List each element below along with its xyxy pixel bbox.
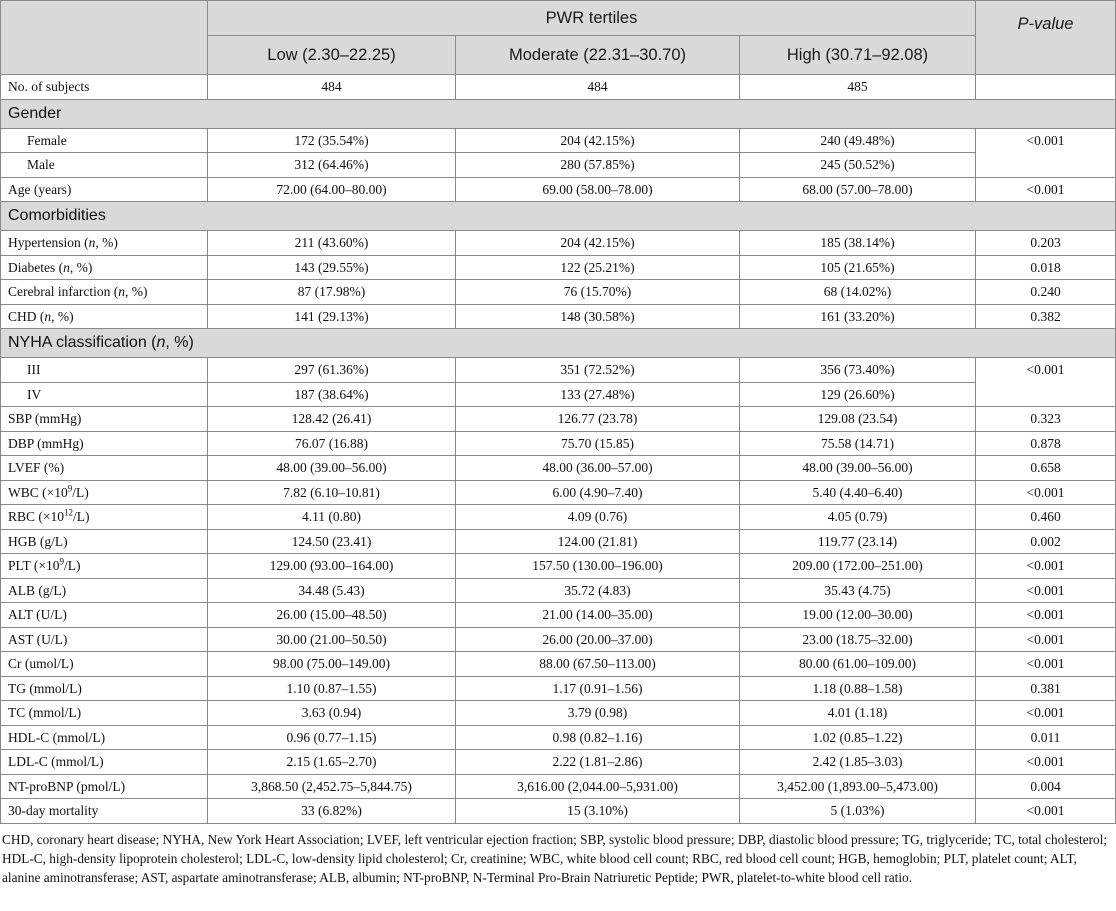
cell-high: 5 (1.03%): [740, 799, 976, 824]
row-label-unit: /L): [72, 484, 89, 500]
table-row: [1, 627, 1116, 652]
cell-high: 3,452.00 (1,893.00–5,473.00): [740, 774, 976, 799]
row-label-exponent: 12: [64, 507, 73, 518]
table-row: [1, 676, 1116, 701]
row-label-text: DBP (mmHg): [8, 435, 84, 451]
cell-high: 68.00 (57.00–78.00): [740, 177, 976, 202]
cell-high: 68 (14.02%): [740, 280, 976, 305]
row-label: [1, 255, 208, 280]
row-label-text: ALB (g/L): [8, 582, 67, 598]
row-label-text: NT-proBNP (pmol/L): [8, 778, 126, 794]
row-label-text: Diabetes: [8, 259, 56, 275]
row-label: [1, 431, 208, 456]
table-row: [1, 529, 1116, 554]
cell-high: 75.58 (14.71): [740, 431, 976, 456]
cell-pvalue: <0.001: [976, 627, 1116, 652]
cell-high: 185 (38.14%): [740, 231, 976, 256]
cell-moderate: 1.17 (0.91–1.56): [456, 676, 740, 701]
header-col-low: Low (2.30–22.25): [208, 36, 456, 75]
row-label: [1, 603, 208, 628]
table-row: [1, 255, 1116, 280]
cell-moderate: 122 (25.21%): [456, 255, 740, 280]
row-label: IV: [1, 382, 208, 407]
row-label-exponent: 9: [59, 556, 65, 567]
cell-low: 143 (29.55%): [208, 255, 456, 280]
cell-moderate: 157.50 (130.00–196.00): [456, 554, 740, 579]
cell-low: 76.07 (16.88): [208, 431, 456, 456]
cell-high: 4.05 (0.79): [740, 505, 976, 530]
cell-pvalue: 0.240: [976, 280, 1116, 305]
cell-low: 2.15 (1.65–2.70): [208, 750, 456, 775]
row-label-text: TG (mmol/L): [8, 680, 82, 696]
row-label: [1, 529, 208, 554]
cell-high: 240 (49.48%): [740, 128, 976, 153]
cell-high: 2.42 (1.85–3.03): [740, 750, 976, 775]
cell-moderate: 133 (27.48%): [456, 382, 740, 407]
cell-pvalue: 0.381: [976, 676, 1116, 701]
cell-pvalue: 0.004: [976, 774, 1116, 799]
row-label: [1, 578, 208, 603]
cell-high: 5.40 (4.40–6.40): [740, 480, 976, 505]
cell-high: 1.18 (0.88–1.58): [740, 676, 976, 701]
row-label: [1, 652, 208, 677]
row-label: [1, 725, 208, 750]
cell-low: 3,868.50 (2,452.75–5,844.75): [208, 774, 456, 799]
footnote: CHD, coronary heart disease; NYHA, New York Heart Association; LVEF, left ventricular ejection fraction; SBP, systolic blood pressure; DBP, diastolic blood pressure; TG, triglyceride; TC, total cholesterol; HDL-C, high-density lipoprotein cholesterol; LDL-C, low-density lipid cholesterol; Cr, creatinine; WBC, white blood cell count; RBC, red blood cell count; HGB, hemoglobin; PLT, platelet count; ALT, alanine aminotransferase; AST, aspartate aminotransferase; ALB, albumin; NT-proBNP, N-Terminal Pro-Brain Natriuretic Peptide; PWR, platelet-to-white blood cell ratio.: [2, 831, 1108, 885]
cell-moderate: 280 (57.85%): [456, 153, 740, 178]
cell-moderate: 48.00 (36.00–57.00): [456, 456, 740, 481]
row-label-exponent: 9: [67, 483, 73, 493]
row-label-unit: (n, %): [84, 235, 118, 250]
cell-pvalue: <0.001: [976, 128, 1116, 177]
table-row: [1, 231, 1116, 256]
cell-high: 80.00 (61.00–109.00): [740, 652, 976, 677]
row-label-text: Cerebral infarction: [8, 284, 111, 299]
row-label-text: LVEF (%): [8, 460, 65, 475]
section-title-unit: (n, %): [151, 334, 194, 351]
row-label-text: RBC (×10: [8, 509, 64, 524]
cell-low: 48.00 (39.00–56.00): [208, 456, 456, 481]
section-title-text: NYHA classification: [8, 334, 147, 351]
row-label: [1, 231, 208, 256]
cell-high: 209.00 (172.00–251.00): [740, 554, 976, 579]
cell-high: 23.00 (18.75–32.00): [740, 627, 976, 652]
table-row: [1, 578, 1116, 603]
section-row-gender: [1, 99, 1116, 128]
row-label: [1, 480, 208, 505]
cell-pvalue: 0.203: [976, 231, 1116, 256]
cell-pvalue: 0.658: [976, 456, 1116, 481]
cell-moderate: 15 (3.10%): [456, 799, 740, 824]
row-label: [1, 701, 208, 726]
table-row: [1, 358, 1116, 383]
table-row: [1, 652, 1116, 677]
table-row: [1, 725, 1116, 750]
row-label-text: 30-day mortality: [8, 803, 99, 818]
row-label-text: Cr (umol/L): [8, 656, 74, 671]
cell-pvalue: <0.001: [976, 603, 1116, 628]
table-row: [1, 407, 1116, 432]
cell-pvalue: <0.001: [976, 578, 1116, 603]
cell-moderate: 126.77 (23.78): [456, 407, 740, 432]
section-title: [1, 329, 1116, 358]
lab-rows: [1, 407, 1116, 824]
cell-low: 141 (29.13%): [208, 304, 456, 329]
table-row: [1, 480, 1116, 505]
row-label-unit: /L): [73, 509, 90, 524]
cell-moderate: 21.00 (14.00–35.00): [456, 603, 740, 628]
cell-moderate: 69.00 (58.00–78.00): [456, 177, 740, 202]
row-label-unit: (n, %): [39, 308, 74, 324]
row-label-unit: /L): [64, 558, 81, 573]
table-row: [1, 456, 1116, 481]
row-label-text: CHD: [8, 308, 37, 324]
cell-moderate: 0.98 (0.82–1.16): [456, 725, 740, 750]
cell-pvalue: <0.001: [976, 358, 1116, 407]
cell-pvalue: <0.001: [976, 750, 1116, 775]
cell-moderate: 4.09 (0.76): [456, 505, 740, 530]
header-blank-cell: [1, 1, 208, 75]
row-label: [1, 280, 208, 305]
table-row: [1, 304, 1116, 329]
row-label: [1, 407, 208, 432]
table-row: [1, 431, 1116, 456]
row-label: [1, 554, 208, 579]
row-label: [1, 774, 208, 799]
cell-low: 87 (17.98%): [208, 280, 456, 305]
cell-low: 124.50 (23.41): [208, 529, 456, 554]
cell-pvalue: 0.323: [976, 407, 1116, 432]
cell-moderate: 484: [456, 75, 740, 100]
table-row: [1, 799, 1116, 824]
cell-high: 48.00 (39.00–56.00): [740, 456, 976, 481]
table-row: [1, 128, 1116, 153]
cell-high: 485: [740, 75, 976, 100]
cell-low: 297 (61.36%): [208, 358, 456, 383]
section-title: Gender: [1, 99, 1116, 128]
cell-low: 98.00 (75.00–149.00): [208, 652, 456, 677]
cell-pvalue: 0.018: [976, 255, 1116, 280]
row-label: [1, 627, 208, 652]
cell-moderate: 124.00 (21.81): [456, 529, 740, 554]
cell-low: 30.00 (21.00–50.50): [208, 627, 456, 652]
section-row-nyha: [1, 329, 1116, 358]
row-label: Age (years): [1, 177, 208, 202]
cell-low: 33 (6.82%): [208, 799, 456, 824]
cell-moderate: 75.70 (15.85): [456, 431, 740, 456]
row-label: [1, 799, 208, 824]
table-row: [1, 75, 1116, 100]
row-label-text: Hypertension: [8, 235, 81, 250]
row-label: [1, 304, 208, 329]
cell-pvalue: <0.001: [976, 652, 1116, 677]
row-label-text: LDL-C (mmol/L): [8, 754, 104, 769]
cell-high: 129 (26.60%): [740, 382, 976, 407]
cell-moderate: 3,616.00 (2,044.00–5,931.00): [456, 774, 740, 799]
cell-moderate: 351 (72.52%): [456, 358, 740, 383]
cell-low: 72.00 (64.00–80.00): [208, 177, 456, 202]
cell-low: 1.10 (0.87–1.55): [208, 676, 456, 701]
cell-low: 312 (64.46%): [208, 153, 456, 178]
table-row: [1, 505, 1116, 530]
row-label: III: [1, 358, 208, 383]
row-label-text: PLT (×10: [8, 558, 60, 573]
cell-pvalue: 0.460: [976, 505, 1116, 530]
row-label: [1, 676, 208, 701]
header-pvalue-label: P-value: [1017, 15, 1074, 33]
section-title: Comorbidities: [1, 202, 1116, 231]
table-row: [1, 153, 1116, 178]
table-row: [1, 774, 1116, 799]
header-col-high: High (30.71–92.08): [740, 36, 976, 75]
header-group-title: PWR tertiles: [208, 1, 976, 36]
cell-low: 128.42 (26.41): [208, 407, 456, 432]
cell-high: 129.08 (23.54): [740, 407, 976, 432]
cell-high: 1.02 (0.85–1.22): [740, 725, 976, 750]
table-row: [1, 280, 1116, 305]
cell-moderate: 2.22 (1.81–2.86): [456, 750, 740, 775]
table-row: [1, 750, 1116, 775]
cell-low: 484: [208, 75, 456, 100]
cell-moderate: 26.00 (20.00–37.00): [456, 627, 740, 652]
row-label-text: AST (U/L): [8, 631, 68, 647]
cell-pvalue: <0.001: [976, 177, 1116, 202]
row-label: [1, 505, 208, 530]
row-label-text: WBC (×10: [8, 484, 68, 500]
row-label-text: ALT (U/L): [8, 607, 67, 622]
table-row: [1, 177, 1116, 202]
cell-pvalue: [976, 75, 1116, 100]
cell-moderate: 88.00 (67.50–113.00): [456, 652, 740, 677]
cell-low: 129.00 (93.00–164.00): [208, 554, 456, 579]
cell-moderate: 204 (42.15%): [456, 128, 740, 153]
cell-moderate: 204 (42.15%): [456, 231, 740, 256]
row-label: [1, 456, 208, 481]
cell-low: 4.11 (0.80): [208, 505, 456, 530]
cell-low: 26.00 (15.00–48.50): [208, 603, 456, 628]
cell-pvalue: 0.878: [976, 431, 1116, 456]
cell-pvalue: <0.001: [976, 799, 1116, 824]
row-label: No. of subjects: [1, 75, 208, 100]
cell-high: 245 (50.52%): [740, 153, 976, 178]
cell-moderate: 35.72 (4.83): [456, 578, 740, 603]
cell-high: 4.01 (1.18): [740, 701, 976, 726]
row-label-text: HGB (g/L): [8, 533, 68, 549]
header-pvalue: [976, 1, 1116, 75]
cell-high: 105 (21.65%): [740, 255, 976, 280]
cell-pvalue: <0.001: [976, 480, 1116, 505]
cell-moderate: 6.00 (4.90–7.40): [456, 480, 740, 505]
header-col-moderate: Moderate (22.31–30.70): [456, 36, 740, 75]
table-row: [1, 382, 1116, 407]
row-label-unit: (n, %): [113, 284, 148, 299]
cell-low: 7.82 (6.10–10.81): [208, 480, 456, 505]
cell-high: 119.77 (23.14): [740, 529, 976, 554]
cell-high: 161 (33.20%): [740, 304, 976, 329]
cell-low: 187 (38.64%): [208, 382, 456, 407]
table-row: [1, 603, 1116, 628]
row-label-unit: (n, %): [58, 259, 93, 275]
cell-pvalue: 0.002: [976, 529, 1116, 554]
cell-low: 0.96 (0.77–1.15): [208, 725, 456, 750]
cell-moderate: 76 (15.70%): [456, 280, 740, 305]
cell-high: 19.00 (12.00–30.00): [740, 603, 976, 628]
row-label-text: SBP (mmHg): [8, 411, 82, 426]
cell-pvalue: <0.001: [976, 554, 1116, 579]
cell-low: 34.48 (5.43): [208, 578, 456, 603]
table-row: [1, 701, 1116, 726]
cell-high: 35.43 (4.75): [740, 578, 976, 603]
cell-moderate: 3.79 (0.98): [456, 701, 740, 726]
section-row-comorbidities: [1, 202, 1116, 231]
cell-low: 211 (43.60%): [208, 231, 456, 256]
cell-pvalue: 0.011: [976, 725, 1116, 750]
row-label: Male: [1, 153, 208, 178]
cell-low: 3.63 (0.94): [208, 701, 456, 726]
cell-low: 172 (35.54%): [208, 128, 456, 153]
cell-pvalue: <0.001: [976, 701, 1116, 726]
row-label: [1, 750, 208, 775]
row-label-text: TC (mmol/L): [8, 705, 82, 720]
row-label-text: HDL-C (mmol/L): [8, 729, 106, 745]
cell-moderate: 148 (30.58%): [456, 304, 740, 329]
cell-high: 356 (73.40%): [740, 358, 976, 383]
row-label: Female: [1, 128, 208, 153]
cell-pvalue: 0.382: [976, 304, 1116, 329]
table-row: [1, 554, 1116, 579]
